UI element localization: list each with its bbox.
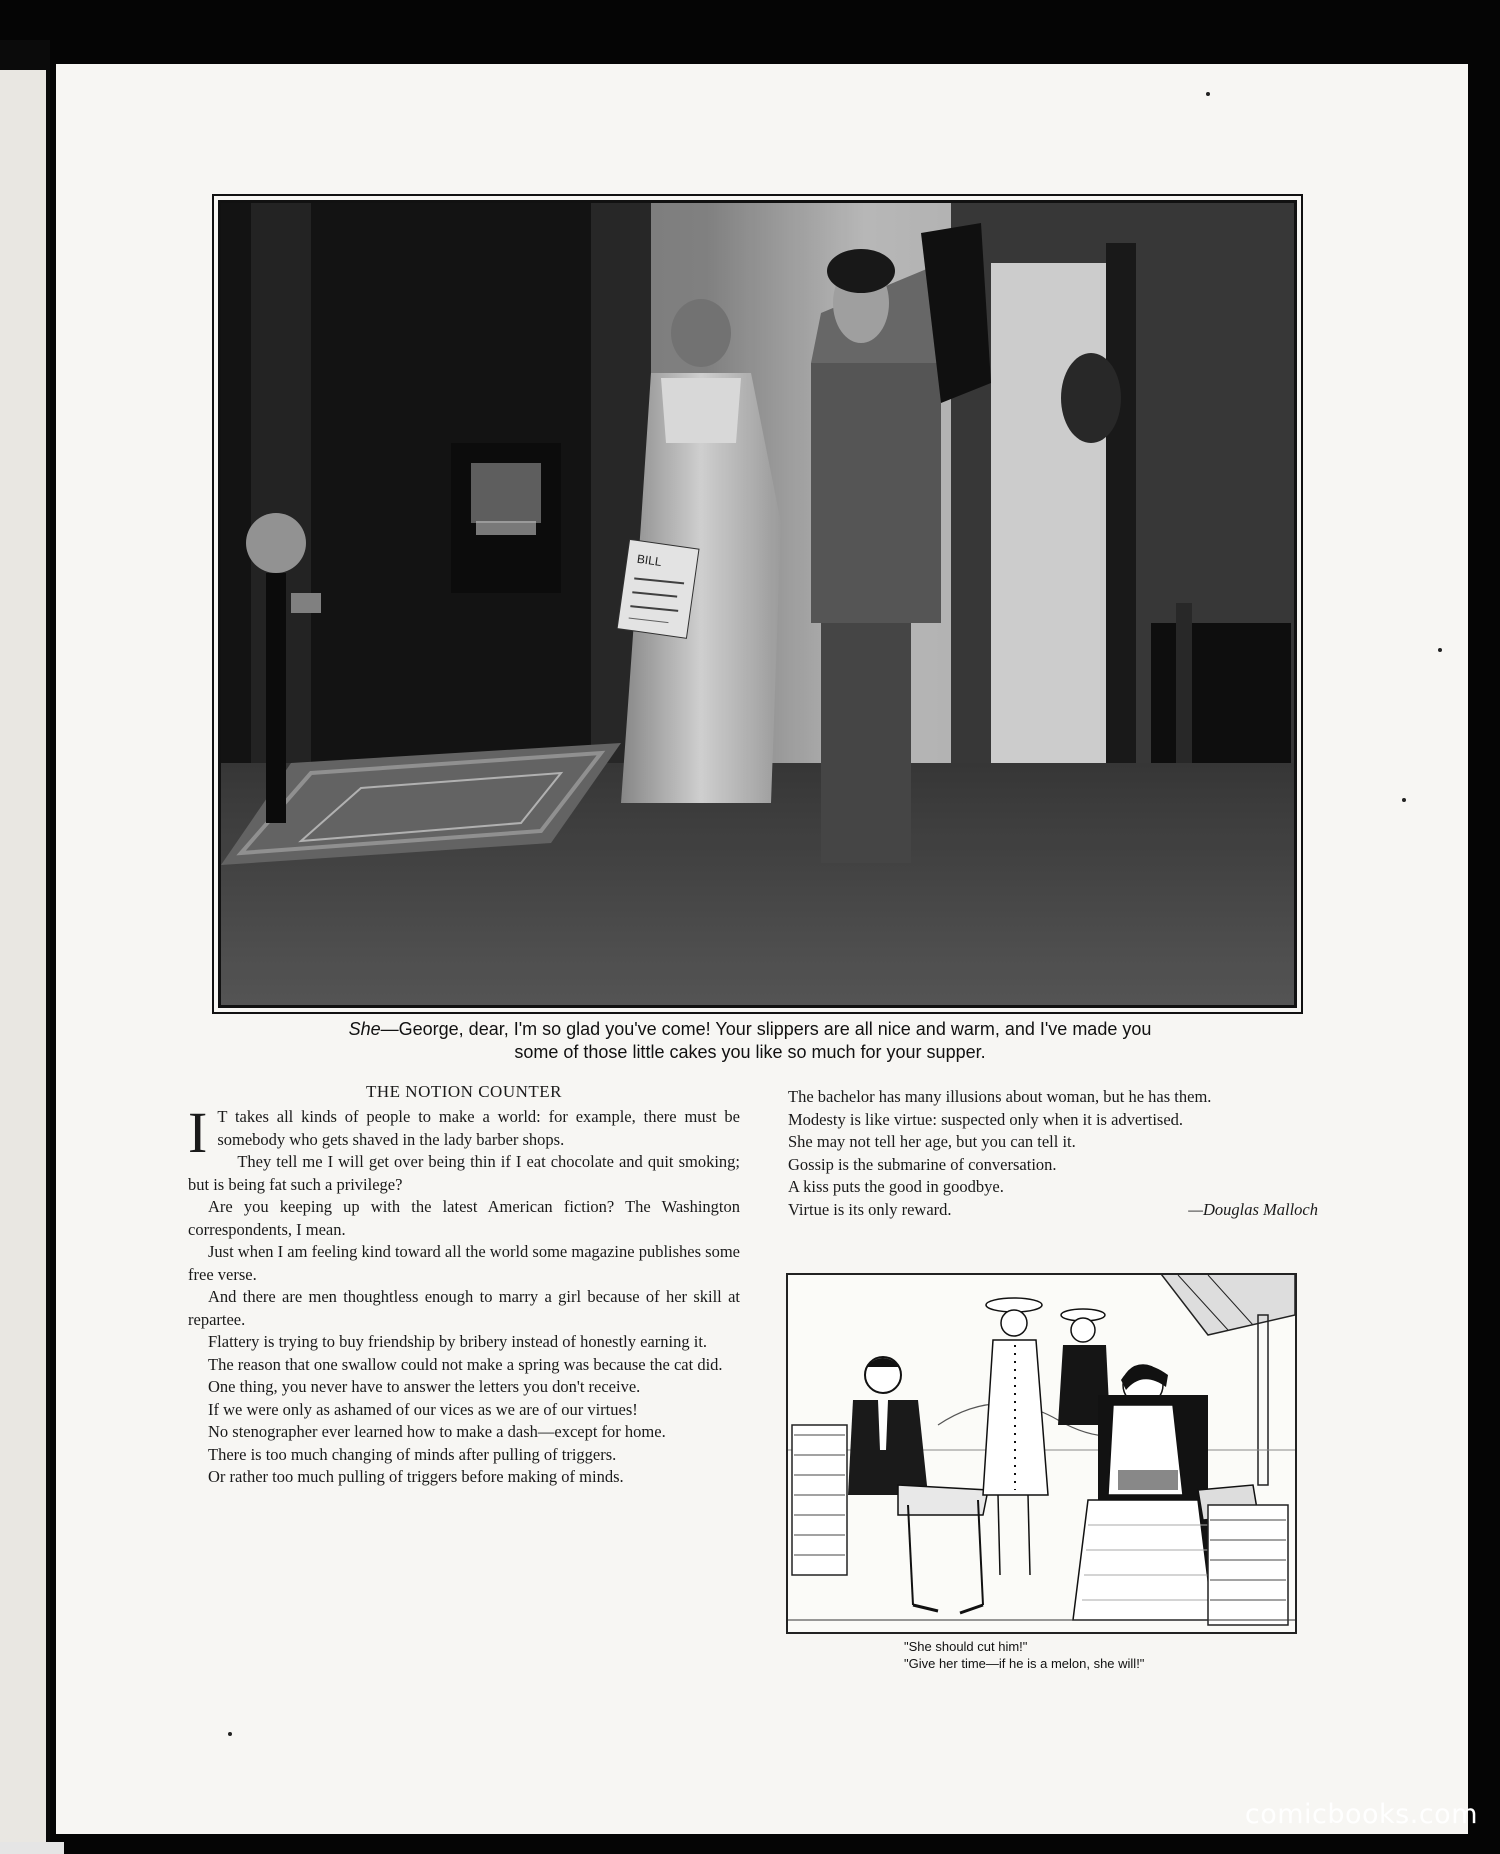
cartoon-porch-scene: [788, 1275, 1295, 1632]
article-paragraph: The reason that one swallow could not make a spring was because the cat did.: [208, 1354, 723, 1374]
article-title: THE NOTION COUNTER: [366, 1082, 562, 1101]
print-speck: [1402, 798, 1406, 802]
page-gutter: [0, 70, 46, 1850]
article-paragraph: There is too much changing of minds after pulling of triggers.: [208, 1444, 617, 1464]
article-paragraph: I T takes all kinds of people to make a world: for example, there must be somebody who gets shaved in the lady barber shops.: [188, 1100, 740, 1165]
site-watermark: comicbooks.com: [1244, 1799, 1478, 1830]
article-paragraph: Are you keeping up with the latest American fiction? The Washington correspondents, I mean.: [188, 1197, 740, 1239]
print-speck: [1438, 648, 1442, 652]
caption-speaker: She: [348, 1019, 381, 1039]
article-paragraph: Or rather too much pulling of triggers before making of minds.: [208, 1467, 624, 1486]
article-column-right: [768, 1086, 1318, 1221]
article-paragraph: She may not tell her age, but you can tell it.: [788, 1132, 1076, 1151]
article-paragraph: Modesty is like virtue: suspected only when it is advertised.: [788, 1109, 1184, 1129]
article-paragraph: They tell me I will get over being thin if I eat chocolate and quit smoking; but is being fat such a privilege?: [188, 1152, 740, 1194]
print-speck: [228, 1732, 232, 1736]
main-illustration: [218, 200, 1297, 1008]
caption-line-1: —George, dear, I'm so glad you've come! Your slippers are all nice and warm, and I've made you: [380, 1019, 1152, 1039]
cartoon-caption-line-1: "She should cut him!": [904, 1639, 1028, 1654]
drop-cap: I: [188, 1100, 208, 1165]
article-paragraph: One thing, you never have to answer the letters you don't receive.: [208, 1377, 641, 1396]
article-paragraph: And there are men thoughtless enough to marry a girl because of her skill at repartee.: [188, 1287, 740, 1329]
cartoon-illustration: [786, 1273, 1297, 1634]
cartoon-caption: [786, 1638, 1293, 1672]
article-paragraph: A kiss puts the good in goodbye.: [788, 1177, 1004, 1196]
bill-label: BILL: [636, 551, 663, 569]
main-illustration-caption: [240, 1018, 1260, 1064]
article-paragraph: Just when I am feeling kind toward all the world some magazine publishes some free verse.: [188, 1242, 741, 1284]
article-paragraph: Flattery is trying to buy friendship by bribery instead of honestly earning it.: [208, 1332, 708, 1351]
article-column-left: [188, 1082, 740, 1489]
caption-line-2: some of those little cakes you like so much for your supper.: [514, 1042, 986, 1062]
closing-line: [768, 1199, 1318, 1222]
last-paragraph: Virtue is its only reward.: [788, 1199, 952, 1219]
cartoon-caption-line-2: "Give her time—if he is a melon, she will!": [904, 1656, 1145, 1671]
article-paragraph: The bachelor has many illusions about woman, but he has them.: [788, 1087, 1212, 1106]
article-paragraph: If we were only as ashamed of our vices as we are of our virtues!: [208, 1399, 638, 1419]
article-paragraph: No stenographer ever learned how to make a dash—except for home.: [208, 1422, 666, 1441]
print-speck: [1206, 92, 1210, 96]
illustration-couple-scene: [221, 203, 1294, 1005]
article-paragraph: Gossip is the submarine of conversation.: [788, 1154, 1057, 1174]
corner-tab: [0, 1842, 64, 1854]
author-signature: —Douglas Malloch: [1188, 1199, 1318, 1219]
